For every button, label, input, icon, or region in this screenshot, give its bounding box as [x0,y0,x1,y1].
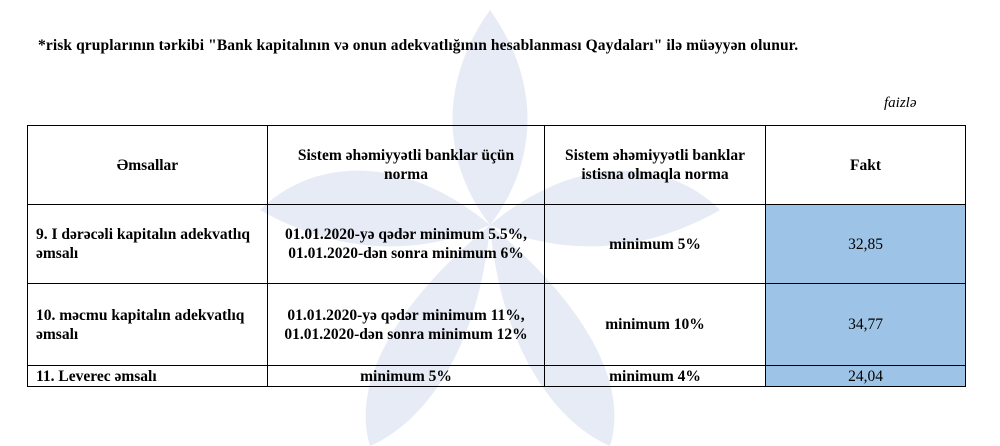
row-name: 9. I dərəcəli kapitalın adekvatlıq əmsalı [28,205,268,284]
row-fakt: 34,77 [766,284,966,366]
row-fakt: 24,04 [766,366,966,387]
table-row [28,366,966,387]
header-fakt: Fakt [766,126,966,205]
unit-label: faizlə [884,95,917,111]
row-norma-sistem: 01.01.2020-yə qədər minimum 5.5%, 01.01.2020-dən sonra minimum 6% [268,205,545,284]
row-norma-diger: minimum 10% [545,284,766,366]
header-emsallar: Əmsallar [28,126,268,205]
row-norma-diger: minimum 4% [545,366,766,387]
header-norma-diger: Sistem əhəmiyyətli banklar istisna olmaqla norma [545,126,766,205]
table-header-row [28,126,966,205]
footnote: *risk qruplarının tərkibi "Bank kapitalının və onun adekvatlığının hesablanması Qaydaları" ilə müəyyən olunur. [38,37,799,54]
row-norma-sistem: 01.01.2020-yə qədər minimum 11%, 01.01.2020-dən sonra minimum 12% [268,284,545,366]
ratios-table [27,125,966,387]
table-row [28,284,966,366]
row-norma-sistem: minimum 5% [268,366,545,387]
row-norma-diger: minimum 5% [545,205,766,284]
header-norma-sistem: Sistem əhəmiyyətli banklar üçün norma [268,126,545,205]
table-row [28,205,966,284]
row-name: 10. məcmu kapitalın adekvatlıq əmsalı [28,284,268,366]
row-name: 11. Leverec əmsalı [28,366,268,387]
row-fakt: 32,85 [766,205,966,284]
